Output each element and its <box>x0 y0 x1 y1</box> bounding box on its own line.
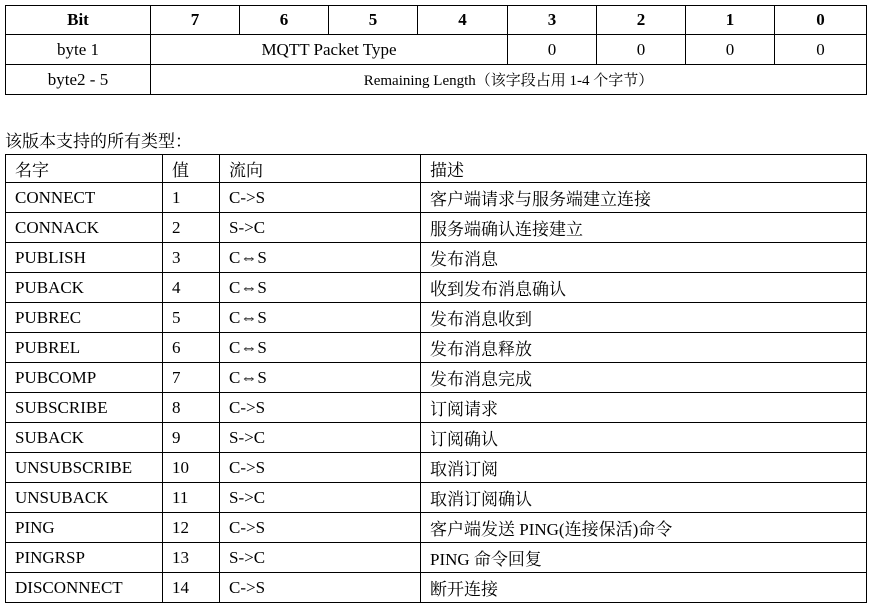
cell-value: 10 <box>163 453 220 483</box>
bit-header-cell: 6 <box>240 6 329 35</box>
types-intro-text: 该版本支持的所有类型： <box>5 132 192 151</box>
bit-header-row <box>6 6 867 35</box>
cell-value: 8 <box>163 393 220 423</box>
bit-header-cell: 5 <box>329 6 418 35</box>
cell-value: 12 <box>163 513 220 543</box>
table-row <box>6 243 867 273</box>
bit-header-cell: 3 <box>508 6 597 35</box>
cell-value: 4 <box>163 273 220 303</box>
cell-direction: S->C <box>220 543 421 573</box>
packet-type-cell: MQTT Packet Type <box>151 35 508 65</box>
column-header-direction: 流向 <box>220 155 421 183</box>
cell-direction: C⇔S <box>220 363 421 393</box>
cell-name: PUBLISH <box>6 243 163 273</box>
table-row <box>6 213 867 243</box>
cell-name: PING <box>6 513 163 543</box>
cell-direction: C⇔S <box>220 273 421 303</box>
cell-value: 11 <box>163 483 220 513</box>
cell-value: 3 <box>163 243 220 273</box>
byte1-row <box>6 35 867 65</box>
cell-name: UNSUBSCRIBE <box>6 453 163 483</box>
cell-direction: C⇔S <box>220 303 421 333</box>
column-header-name: 名字 <box>6 155 163 183</box>
packet-types-table <box>5 154 867 603</box>
table-row <box>6 573 867 603</box>
table-row <box>6 513 867 543</box>
cell-value: 5 <box>163 303 220 333</box>
table-row <box>6 183 867 213</box>
byte1-label: byte 1 <box>6 35 151 65</box>
table-row <box>6 543 867 573</box>
bit-header-cell: Bit <box>6 6 151 35</box>
remaining-length-cell: Remaining Length（该字段占用 1-4 个字节） <box>151 65 867 95</box>
column-header-value: 值 <box>163 155 220 183</box>
byte2-label: byte2 - 5 <box>6 65 151 95</box>
bit-layout-table <box>5 5 867 95</box>
cell-name: DISCONNECT <box>6 573 163 603</box>
cell-direction: C->S <box>220 453 421 483</box>
cell-name: PUBACK <box>6 273 163 303</box>
cell-description: 服务端确认连接建立 <box>421 213 867 243</box>
cell-value: 7 <box>163 363 220 393</box>
bit-header-cell: 2 <box>597 6 686 35</box>
cell-direction: C->S <box>220 183 421 213</box>
cell-name: CONNACK <box>6 213 163 243</box>
cell-name: SUBACK <box>6 423 163 453</box>
cell-description: 客户端请求与服务端建立连接 <box>421 183 867 213</box>
table-row <box>6 303 867 333</box>
cell-direction: S->C <box>220 213 421 243</box>
table-row <box>6 273 867 303</box>
cell-name: PINGRSP <box>6 543 163 573</box>
cell-description: 收到发布消息确认 <box>421 273 867 303</box>
cell-direction: C->S <box>220 573 421 603</box>
cell-description: 取消订阅 <box>421 453 867 483</box>
cell-description: 断开连接 <box>421 573 867 603</box>
table-row <box>6 363 867 393</box>
column-header-description: 描述 <box>421 155 867 183</box>
flag-bit-cell: 0 <box>775 35 867 65</box>
cell-description: 发布消息释放 <box>421 333 867 363</box>
cell-name: SUBSCRIBE <box>6 393 163 423</box>
table-header-row <box>6 155 867 183</box>
table-row <box>6 483 867 513</box>
cell-description: 取消订阅确认 <box>421 483 867 513</box>
cell-direction: S->C <box>220 483 421 513</box>
table-row <box>6 423 867 453</box>
cell-description: 发布消息 <box>421 243 867 273</box>
table-row <box>6 393 867 423</box>
flag-bit-cell: 0 <box>508 35 597 65</box>
table-row <box>6 333 867 363</box>
flag-bit-cell: 0 <box>597 35 686 65</box>
cell-description: 订阅确认 <box>421 423 867 453</box>
flag-bit-cell: 0 <box>686 35 775 65</box>
cell-name: UNSUBACK <box>6 483 163 513</box>
cell-value: 6 <box>163 333 220 363</box>
cell-description: PING 命令回复 <box>421 543 867 573</box>
cell-name: PUBREC <box>6 303 163 333</box>
cell-name: PUBREL <box>6 333 163 363</box>
cell-value: 13 <box>163 543 220 573</box>
bit-header-cell: 0 <box>775 6 867 35</box>
cell-value: 2 <box>163 213 220 243</box>
bit-header-cell: 4 <box>418 6 508 35</box>
cell-value: 9 <box>163 423 220 453</box>
cell-value: 1 <box>163 183 220 213</box>
cell-direction: S->C <box>220 423 421 453</box>
bit-header-cell: 1 <box>686 6 775 35</box>
cell-value: 14 <box>163 573 220 603</box>
cell-direction: C->S <box>220 393 421 423</box>
cell-description: 发布消息完成 <box>421 363 867 393</box>
cell-name: PUBCOMP <box>6 363 163 393</box>
cell-direction: C⇔S <box>220 333 421 363</box>
packet-types-body <box>6 155 867 603</box>
cell-description: 客户端发送 PING(连接保活)命令 <box>421 513 867 543</box>
cell-description: 订阅请求 <box>421 393 867 423</box>
bit-header-cell: 7 <box>151 6 240 35</box>
cell-direction: C⇔S <box>220 243 421 273</box>
cell-description: 发布消息收到 <box>421 303 867 333</box>
table-row <box>6 453 867 483</box>
byte2-row <box>6 65 867 95</box>
cell-name: CONNECT <box>6 183 163 213</box>
cell-direction: C->S <box>220 513 421 543</box>
